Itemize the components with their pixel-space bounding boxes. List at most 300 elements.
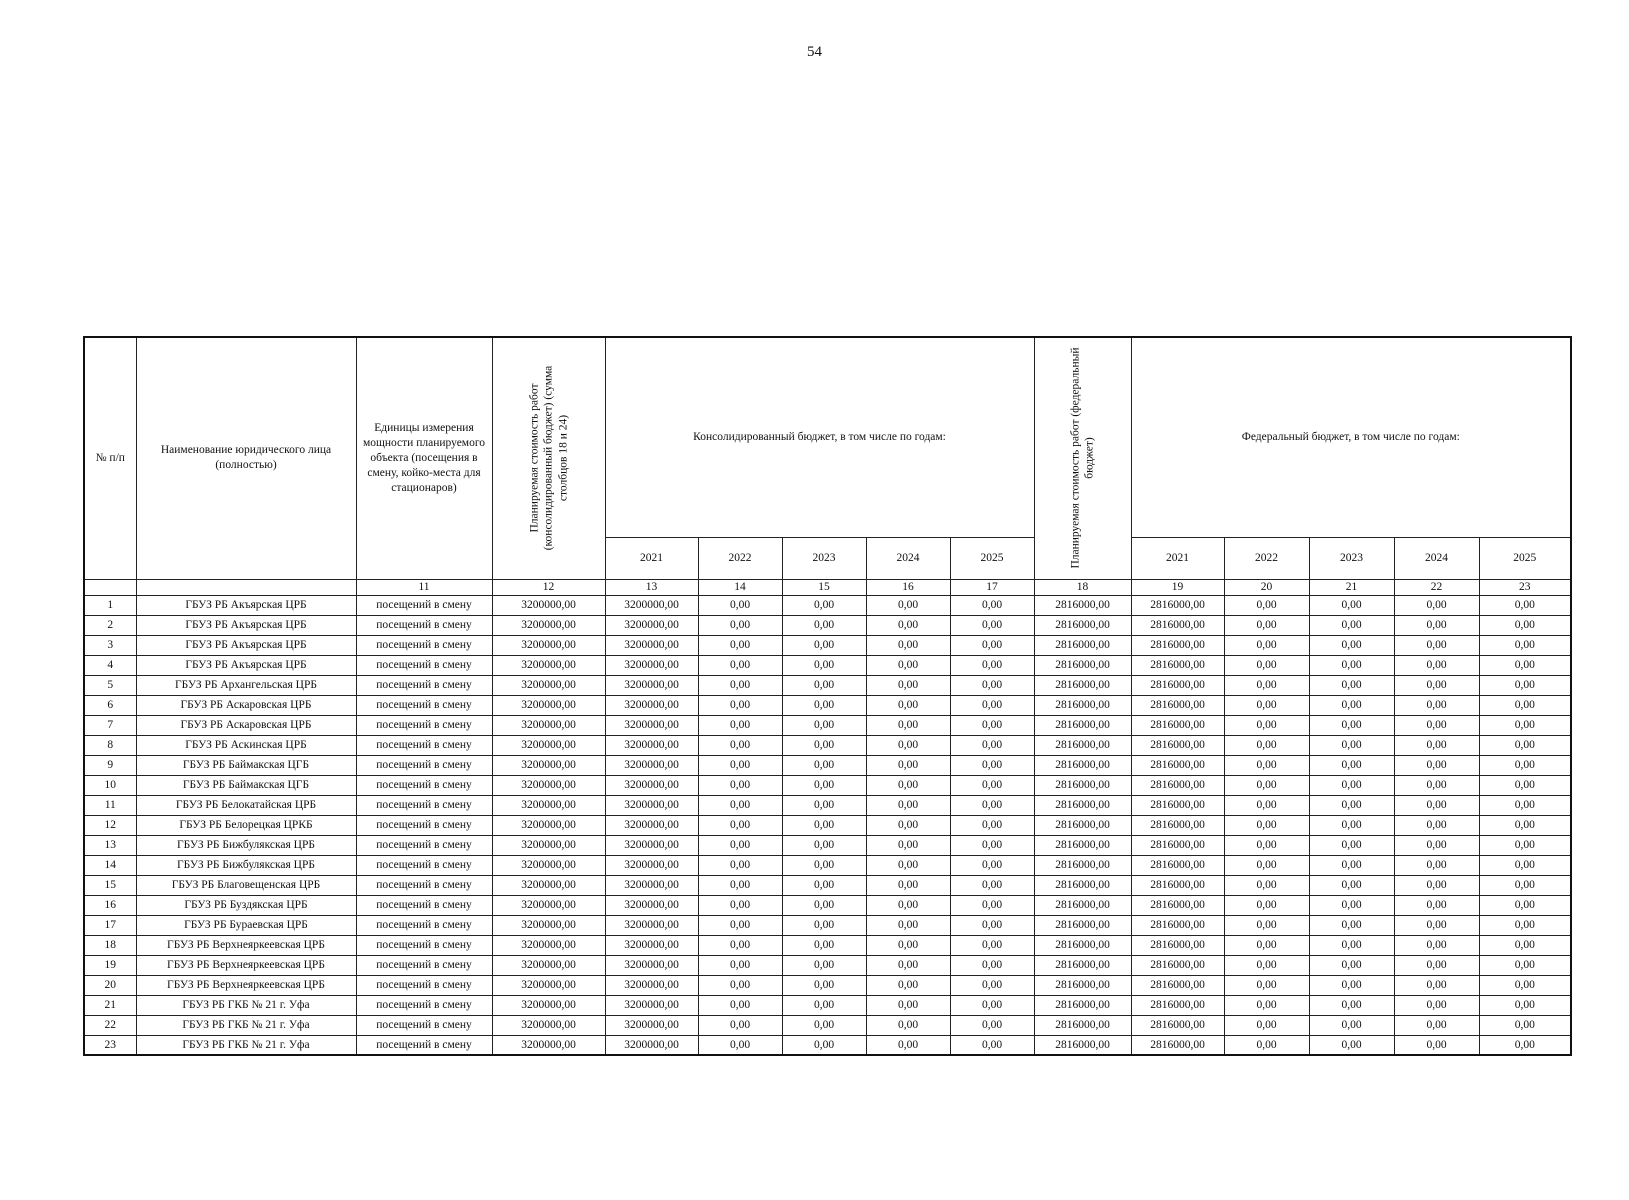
federal-2023-cell: 0,00 bbox=[1309, 655, 1394, 675]
cost-federal-cell: 2816000,00 bbox=[1034, 635, 1131, 655]
consolidated-2023-cell: 0,00 bbox=[782, 935, 866, 955]
federal-2023-cell: 0,00 bbox=[1309, 815, 1394, 835]
table-row bbox=[84, 935, 1571, 955]
federal-2022-cell: 0,00 bbox=[1224, 815, 1309, 835]
consolidated-2024-cell: 0,00 bbox=[866, 595, 950, 615]
federal-2025-cell: 0,00 bbox=[1479, 615, 1571, 635]
year-consolidated: 2022 bbox=[698, 537, 782, 579]
entity-name-cell: ГБУЗ РБ Аскинская ЦРБ bbox=[136, 735, 356, 755]
entity-name-cell: ГБУЗ РБ ГКБ № 21 г. Уфа bbox=[136, 1035, 356, 1055]
cost-federal-cell: 2816000,00 bbox=[1034, 875, 1131, 895]
federal-2021-cell: 2816000,00 bbox=[1131, 735, 1224, 755]
federal-2023-cell: 0,00 bbox=[1309, 715, 1394, 735]
federal-2023-cell: 0,00 bbox=[1309, 1035, 1394, 1055]
consolidated-2025-cell: 0,00 bbox=[950, 935, 1034, 955]
consolidated-2025-cell: 0,00 bbox=[950, 835, 1034, 855]
table-row bbox=[84, 695, 1571, 715]
consolidated-2025-cell: 0,00 bbox=[950, 635, 1034, 655]
entity-name-cell: ГБУЗ РБ Архангельская ЦРБ bbox=[136, 675, 356, 695]
capacity-unit-cell: посещений в смену bbox=[356, 675, 492, 695]
consolidated-2022-cell: 0,00 bbox=[698, 915, 782, 935]
year-consolidated: 2023 bbox=[782, 537, 866, 579]
federal-2021-cell: 2816000,00 bbox=[1131, 795, 1224, 815]
consolidated-2022-cell: 0,00 bbox=[698, 815, 782, 835]
cost-federal-cell: 2816000,00 bbox=[1034, 975, 1131, 995]
table-row bbox=[84, 775, 1571, 795]
column-number: 18 bbox=[1034, 579, 1131, 595]
column-number bbox=[136, 579, 356, 595]
consolidated-2024-cell: 0,00 bbox=[866, 935, 950, 955]
cost-federal-cell: 2816000,00 bbox=[1034, 775, 1131, 795]
federal-2022-cell: 0,00 bbox=[1224, 955, 1309, 975]
consolidated-2022-cell: 0,00 bbox=[698, 695, 782, 715]
cost-consolidated-cell: 3200000,00 bbox=[492, 835, 605, 855]
federal-2024-cell: 0,00 bbox=[1394, 995, 1479, 1015]
consolidated-2021-cell: 3200000,00 bbox=[605, 635, 698, 655]
row-number-cell: 11 bbox=[84, 795, 136, 815]
year-federal: 2022 bbox=[1224, 537, 1309, 579]
entity-name-cell: ГБУЗ РБ Белорецкая ЦРКБ bbox=[136, 815, 356, 835]
cost-consolidated-cell: 3200000,00 bbox=[492, 775, 605, 795]
consolidated-2022-cell: 0,00 bbox=[698, 975, 782, 995]
consolidated-2024-cell: 0,00 bbox=[866, 915, 950, 935]
consolidated-2025-cell: 0,00 bbox=[950, 775, 1034, 795]
consolidated-2025-cell: 0,00 bbox=[950, 915, 1034, 935]
federal-2023-cell: 0,00 bbox=[1309, 695, 1394, 715]
table-row bbox=[84, 655, 1571, 675]
cost-consolidated-cell: 3200000,00 bbox=[492, 675, 605, 695]
consolidated-2021-cell: 3200000,00 bbox=[605, 955, 698, 975]
entity-name-cell: ГБУЗ РБ ГКБ № 21 г. Уфа bbox=[136, 995, 356, 1015]
federal-2022-cell: 0,00 bbox=[1224, 935, 1309, 955]
federal-2025-cell: 0,00 bbox=[1479, 695, 1571, 715]
federal-2021-cell: 2816000,00 bbox=[1131, 595, 1224, 615]
federal-2025-cell: 0,00 bbox=[1479, 875, 1571, 895]
cost-consolidated-cell: 3200000,00 bbox=[492, 915, 605, 935]
federal-2021-cell: 2816000,00 bbox=[1131, 1035, 1224, 1055]
federal-2022-cell: 0,00 bbox=[1224, 755, 1309, 775]
federal-2022-cell: 0,00 bbox=[1224, 595, 1309, 615]
federal-2024-cell: 0,00 bbox=[1394, 775, 1479, 795]
capacity-unit-cell: посещений в смену bbox=[356, 935, 492, 955]
federal-2021-cell: 2816000,00 bbox=[1131, 875, 1224, 895]
federal-2023-cell: 0,00 bbox=[1309, 615, 1394, 635]
federal-2021-cell: 2816000,00 bbox=[1131, 635, 1224, 655]
table-row bbox=[84, 595, 1571, 615]
table-row bbox=[84, 795, 1571, 815]
consolidated-2023-cell: 0,00 bbox=[782, 675, 866, 695]
cost-federal-cell: 2816000,00 bbox=[1034, 595, 1131, 615]
row-number-cell: 17 bbox=[84, 915, 136, 935]
capacity-unit-cell: посещений в смену bbox=[356, 815, 492, 835]
table-row bbox=[84, 1015, 1571, 1035]
consolidated-2023-cell: 0,00 bbox=[782, 875, 866, 895]
page-number: 54 bbox=[807, 44, 822, 60]
consolidated-2021-cell: 3200000,00 bbox=[605, 975, 698, 995]
federal-2021-cell: 2816000,00 bbox=[1131, 655, 1224, 675]
federal-2023-cell: 0,00 bbox=[1309, 775, 1394, 795]
federal-2023-cell: 0,00 bbox=[1309, 635, 1394, 655]
federal-2025-cell: 0,00 bbox=[1479, 675, 1571, 695]
federal-2024-cell: 0,00 bbox=[1394, 1015, 1479, 1035]
consolidated-2023-cell: 0,00 bbox=[782, 795, 866, 815]
capacity-unit-cell: посещений в смену bbox=[356, 735, 492, 755]
consolidated-2021-cell: 3200000,00 bbox=[605, 795, 698, 815]
federal-2022-cell: 0,00 bbox=[1224, 655, 1309, 675]
column-number: 21 bbox=[1309, 579, 1394, 595]
consolidated-2025-cell: 0,00 bbox=[950, 975, 1034, 995]
table-row bbox=[84, 715, 1571, 735]
federal-2025-cell: 0,00 bbox=[1479, 935, 1571, 955]
federal-2021-cell: 2816000,00 bbox=[1131, 675, 1224, 695]
consolidated-2021-cell: 3200000,00 bbox=[605, 1035, 698, 1055]
cost-consolidated-cell: 3200000,00 bbox=[492, 1015, 605, 1035]
consolidated-2023-cell: 0,00 bbox=[782, 815, 866, 835]
consolidated-2024-cell: 0,00 bbox=[866, 655, 950, 675]
consolidated-2023-cell: 0,00 bbox=[782, 1035, 866, 1055]
year-consolidated: 2024 bbox=[866, 537, 950, 579]
consolidated-2025-cell: 0,00 bbox=[950, 655, 1034, 675]
consolidated-2021-cell: 3200000,00 bbox=[605, 815, 698, 835]
consolidated-2025-cell: 0,00 bbox=[950, 615, 1034, 635]
entity-name-cell: ГБУЗ РБ Белокатайская ЦРБ bbox=[136, 795, 356, 815]
entity-name-cell: ГБУЗ РБ Баймакская ЦГБ bbox=[136, 755, 356, 775]
consolidated-2024-cell: 0,00 bbox=[866, 775, 950, 795]
consolidated-2022-cell: 0,00 bbox=[698, 595, 782, 615]
entity-name-cell: ГБУЗ РБ Бижбулякская ЦРБ bbox=[136, 855, 356, 875]
cost-federal-cell: 2816000,00 bbox=[1034, 1035, 1131, 1055]
cost-federal-cell: 2816000,00 bbox=[1034, 815, 1131, 835]
consolidated-2024-cell: 0,00 bbox=[866, 675, 950, 695]
federal-2023-cell: 0,00 bbox=[1309, 755, 1394, 775]
budget-table bbox=[83, 336, 1572, 1056]
cost-federal-cell: 2816000,00 bbox=[1034, 675, 1131, 695]
federal-2025-cell: 0,00 bbox=[1479, 855, 1571, 875]
capacity-unit-cell: посещений в смену bbox=[356, 695, 492, 715]
consolidated-2024-cell: 0,00 bbox=[866, 995, 950, 1015]
consolidated-2021-cell: 3200000,00 bbox=[605, 855, 698, 875]
consolidated-2021-cell: 3200000,00 bbox=[605, 895, 698, 915]
cost-consolidated-cell: 3200000,00 bbox=[492, 815, 605, 835]
header-units: Единицы измерения мощности планируемого объекта (посещения в смену, койко-места для стационаров) bbox=[356, 337, 492, 579]
row-number-cell: 4 bbox=[84, 655, 136, 675]
table-row bbox=[84, 735, 1571, 755]
table-row bbox=[84, 635, 1571, 655]
federal-2023-cell: 0,00 bbox=[1309, 1015, 1394, 1035]
cost-consolidated-cell: 3200000,00 bbox=[492, 695, 605, 715]
entity-name-cell: ГБУЗ РБ Благовещенская ЦРБ bbox=[136, 875, 356, 895]
consolidated-2024-cell: 0,00 bbox=[866, 1015, 950, 1035]
consolidated-2023-cell: 0,00 bbox=[782, 635, 866, 655]
consolidated-2023-cell: 0,00 bbox=[782, 655, 866, 675]
consolidated-2021-cell: 3200000,00 bbox=[605, 835, 698, 855]
row-number-cell: 12 bbox=[84, 815, 136, 835]
federal-2025-cell: 0,00 bbox=[1479, 655, 1571, 675]
cost-consolidated-cell: 3200000,00 bbox=[492, 755, 605, 775]
federal-2024-cell: 0,00 bbox=[1394, 935, 1479, 955]
cost-federal-cell: 2816000,00 bbox=[1034, 755, 1131, 775]
capacity-unit-cell: посещений в смену bbox=[356, 895, 492, 915]
consolidated-2024-cell: 0,00 bbox=[866, 755, 950, 775]
consolidated-2022-cell: 0,00 bbox=[698, 835, 782, 855]
federal-2025-cell: 0,00 bbox=[1479, 595, 1571, 615]
table-row bbox=[84, 675, 1571, 695]
consolidated-2024-cell: 0,00 bbox=[866, 1035, 950, 1055]
federal-2022-cell: 0,00 bbox=[1224, 1035, 1309, 1055]
federal-2024-cell: 0,00 bbox=[1394, 795, 1479, 815]
federal-2022-cell: 0,00 bbox=[1224, 1015, 1309, 1035]
federal-2025-cell: 0,00 bbox=[1479, 995, 1571, 1015]
federal-2021-cell: 2816000,00 bbox=[1131, 995, 1224, 1015]
consolidated-2021-cell: 3200000,00 bbox=[605, 875, 698, 895]
header-federal-group: Федеральный бюджет, в том числе по годам: bbox=[1131, 337, 1571, 537]
federal-2025-cell: 0,00 bbox=[1479, 795, 1571, 815]
year-consolidated: 2021 bbox=[605, 537, 698, 579]
cost-consolidated-cell: 3200000,00 bbox=[492, 715, 605, 735]
header-name: Наименование юридического лица (полностью) bbox=[136, 337, 356, 579]
row-number-cell: 20 bbox=[84, 975, 136, 995]
federal-2022-cell: 0,00 bbox=[1224, 835, 1309, 855]
consolidated-2024-cell: 0,00 bbox=[866, 895, 950, 915]
cost-federal-cell: 2816000,00 bbox=[1034, 795, 1131, 815]
consolidated-2023-cell: 0,00 bbox=[782, 975, 866, 995]
federal-2025-cell: 0,00 bbox=[1479, 775, 1571, 795]
federal-2023-cell: 0,00 bbox=[1309, 995, 1394, 1015]
table-row bbox=[84, 1035, 1571, 1055]
capacity-unit-cell: посещений в смену bbox=[356, 835, 492, 855]
consolidated-2022-cell: 0,00 bbox=[698, 855, 782, 875]
federal-2022-cell: 0,00 bbox=[1224, 875, 1309, 895]
consolidated-2024-cell: 0,00 bbox=[866, 835, 950, 855]
capacity-unit-cell: посещений в смену bbox=[356, 715, 492, 735]
federal-2024-cell: 0,00 bbox=[1394, 955, 1479, 975]
row-number-cell: 19 bbox=[84, 955, 136, 975]
consolidated-2024-cell: 0,00 bbox=[866, 795, 950, 815]
cost-consolidated-cell: 3200000,00 bbox=[492, 875, 605, 895]
cost-consolidated-cell: 3200000,00 bbox=[492, 615, 605, 635]
cost-consolidated-cell: 3200000,00 bbox=[492, 855, 605, 875]
consolidated-2024-cell: 0,00 bbox=[866, 855, 950, 875]
federal-2021-cell: 2816000,00 bbox=[1131, 1015, 1224, 1035]
column-number: 15 bbox=[782, 579, 866, 595]
capacity-unit-cell: посещений в смену bbox=[356, 755, 492, 775]
consolidated-2021-cell: 3200000,00 bbox=[605, 655, 698, 675]
header-cost-consolidated-cell bbox=[492, 337, 605, 579]
consolidated-2023-cell: 0,00 bbox=[782, 915, 866, 935]
table-row bbox=[84, 895, 1571, 915]
federal-2023-cell: 0,00 bbox=[1309, 735, 1394, 755]
federal-2021-cell: 2816000,00 bbox=[1131, 755, 1224, 775]
consolidated-2024-cell: 0,00 bbox=[866, 955, 950, 975]
table-row bbox=[84, 615, 1571, 635]
cost-consolidated-cell: 3200000,00 bbox=[492, 975, 605, 995]
capacity-unit-cell: посещений в смену bbox=[356, 975, 492, 995]
federal-2021-cell: 2816000,00 bbox=[1131, 935, 1224, 955]
consolidated-2025-cell: 0,00 bbox=[950, 895, 1034, 915]
federal-2022-cell: 0,00 bbox=[1224, 615, 1309, 635]
capacity-unit-cell: посещений в смену bbox=[356, 595, 492, 615]
consolidated-2023-cell: 0,00 bbox=[782, 995, 866, 1015]
federal-2021-cell: 2816000,00 bbox=[1131, 975, 1224, 995]
consolidated-2022-cell: 0,00 bbox=[698, 735, 782, 755]
consolidated-2021-cell: 3200000,00 bbox=[605, 615, 698, 635]
capacity-unit-cell: посещений в смену bbox=[356, 795, 492, 815]
consolidated-2025-cell: 0,00 bbox=[950, 795, 1034, 815]
consolidated-2023-cell: 0,00 bbox=[782, 595, 866, 615]
consolidated-2024-cell: 0,00 bbox=[866, 735, 950, 755]
consolidated-2023-cell: 0,00 bbox=[782, 755, 866, 775]
federal-2022-cell: 0,00 bbox=[1224, 635, 1309, 655]
consolidated-2022-cell: 0,00 bbox=[698, 1035, 782, 1055]
capacity-unit-cell: посещений в смену bbox=[356, 855, 492, 875]
cost-federal-cell: 2816000,00 bbox=[1034, 915, 1131, 935]
consolidated-2023-cell: 0,00 bbox=[782, 895, 866, 915]
capacity-unit-cell: посещений в смену bbox=[356, 1035, 492, 1055]
table-row bbox=[84, 755, 1571, 775]
federal-2025-cell: 0,00 bbox=[1479, 955, 1571, 975]
row-number-cell: 13 bbox=[84, 835, 136, 855]
row-number-cell: 7 bbox=[84, 715, 136, 735]
consolidated-2021-cell: 3200000,00 bbox=[605, 995, 698, 1015]
capacity-unit-cell: посещений в смену bbox=[356, 915, 492, 935]
entity-name-cell: ГБУЗ РБ Верхнеяркеевская ЦРБ bbox=[136, 955, 356, 975]
table-row bbox=[84, 815, 1571, 835]
row-number-cell: 3 bbox=[84, 635, 136, 655]
consolidated-2022-cell: 0,00 bbox=[698, 795, 782, 815]
row-number-cell: 10 bbox=[84, 775, 136, 795]
cost-consolidated-cell: 3200000,00 bbox=[492, 895, 605, 915]
cost-federal-cell: 2816000,00 bbox=[1034, 955, 1131, 975]
table-body bbox=[84, 595, 1571, 1055]
consolidated-2024-cell: 0,00 bbox=[866, 695, 950, 715]
federal-2025-cell: 0,00 bbox=[1479, 975, 1571, 995]
cost-consolidated-cell: 3200000,00 bbox=[492, 795, 605, 815]
federal-2025-cell: 0,00 bbox=[1479, 815, 1571, 835]
federal-2022-cell: 0,00 bbox=[1224, 795, 1309, 815]
cost-federal-cell: 2816000,00 bbox=[1034, 835, 1131, 855]
federal-2025-cell: 0,00 bbox=[1479, 735, 1571, 755]
federal-2024-cell: 0,00 bbox=[1394, 715, 1479, 735]
consolidated-2022-cell: 0,00 bbox=[698, 715, 782, 735]
federal-2025-cell: 0,00 bbox=[1479, 1015, 1571, 1035]
consolidated-2024-cell: 0,00 bbox=[866, 875, 950, 895]
consolidated-2021-cell: 3200000,00 bbox=[605, 735, 698, 755]
table-row bbox=[84, 875, 1571, 895]
cost-federal-cell: 2816000,00 bbox=[1034, 695, 1131, 715]
entity-name-cell: ГБУЗ РБ Акъярская ЦРБ bbox=[136, 655, 356, 675]
cost-federal-cell: 2816000,00 bbox=[1034, 655, 1131, 675]
federal-2024-cell: 0,00 bbox=[1394, 835, 1479, 855]
row-number-cell: 6 bbox=[84, 695, 136, 715]
cost-consolidated-cell: 3200000,00 bbox=[492, 955, 605, 975]
cost-federal-cell: 2816000,00 bbox=[1034, 1015, 1131, 1035]
cost-federal-cell: 2816000,00 bbox=[1034, 995, 1131, 1015]
federal-2024-cell: 0,00 bbox=[1394, 875, 1479, 895]
consolidated-2025-cell: 0,00 bbox=[950, 735, 1034, 755]
entity-name-cell: ГБУЗ РБ Верхнеяркеевская ЦРБ bbox=[136, 975, 356, 995]
federal-2023-cell: 0,00 bbox=[1309, 955, 1394, 975]
column-number bbox=[84, 579, 136, 595]
consolidated-2024-cell: 0,00 bbox=[866, 715, 950, 735]
entity-name-cell: ГБУЗ РБ ГКБ № 21 г. Уфа bbox=[136, 1015, 356, 1035]
federal-2021-cell: 2816000,00 bbox=[1131, 715, 1224, 735]
consolidated-2022-cell: 0,00 bbox=[698, 635, 782, 655]
federal-2021-cell: 2816000,00 bbox=[1131, 855, 1224, 875]
row-number-cell: 18 bbox=[84, 935, 136, 955]
consolidated-2025-cell: 0,00 bbox=[950, 715, 1034, 735]
row-number-cell: 9 bbox=[84, 755, 136, 775]
federal-2021-cell: 2816000,00 bbox=[1131, 915, 1224, 935]
consolidated-2022-cell: 0,00 bbox=[698, 675, 782, 695]
consolidated-2022-cell: 0,00 bbox=[698, 935, 782, 955]
federal-2025-cell: 0,00 bbox=[1479, 895, 1571, 915]
cost-federal-cell: 2816000,00 bbox=[1034, 935, 1131, 955]
consolidated-2021-cell: 3200000,00 bbox=[605, 935, 698, 955]
consolidated-2023-cell: 0,00 bbox=[782, 835, 866, 855]
federal-2024-cell: 0,00 bbox=[1394, 1035, 1479, 1055]
federal-2022-cell: 0,00 bbox=[1224, 975, 1309, 995]
federal-2022-cell: 0,00 bbox=[1224, 915, 1309, 935]
federal-2024-cell: 0,00 bbox=[1394, 855, 1479, 875]
row-number-cell: 1 bbox=[84, 595, 136, 615]
consolidated-2021-cell: 3200000,00 bbox=[605, 715, 698, 735]
consolidated-2022-cell: 0,00 bbox=[698, 875, 782, 895]
capacity-unit-cell: посещений в смену bbox=[356, 775, 492, 795]
consolidated-2021-cell: 3200000,00 bbox=[605, 595, 698, 615]
column-number: 22 bbox=[1394, 579, 1479, 595]
federal-2024-cell: 0,00 bbox=[1394, 815, 1479, 835]
column-number: 16 bbox=[866, 579, 950, 595]
federal-2023-cell: 0,00 bbox=[1309, 915, 1394, 935]
federal-2022-cell: 0,00 bbox=[1224, 995, 1309, 1015]
header-cost-consolidated: Планируемая стоимость работ (консолидированный бюджет) (сумма столбцов 18 и 24) bbox=[527, 365, 569, 551]
federal-2021-cell: 2816000,00 bbox=[1131, 955, 1224, 975]
entity-name-cell: ГБУЗ РБ Бижбулякская ЦРБ bbox=[136, 835, 356, 855]
consolidated-2022-cell: 0,00 bbox=[698, 655, 782, 675]
year-federal: 2021 bbox=[1131, 537, 1224, 579]
consolidated-2021-cell: 3200000,00 bbox=[605, 1015, 698, 1035]
consolidated-2025-cell: 0,00 bbox=[950, 675, 1034, 695]
federal-2021-cell: 2816000,00 bbox=[1131, 895, 1224, 915]
year-federal: 2023 bbox=[1309, 537, 1394, 579]
consolidated-2024-cell: 0,00 bbox=[866, 615, 950, 635]
entity-name-cell: ГБУЗ РБ Акъярская ЦРБ bbox=[136, 595, 356, 615]
capacity-unit-cell: посещений в смену bbox=[356, 955, 492, 975]
header-consolidated-group: Консолидированный бюджет, в том числе по годам: bbox=[605, 337, 1034, 537]
federal-2023-cell: 0,00 bbox=[1309, 595, 1394, 615]
consolidated-2023-cell: 0,00 bbox=[782, 715, 866, 735]
consolidated-2025-cell: 0,00 bbox=[950, 1015, 1034, 1035]
federal-2024-cell: 0,00 bbox=[1394, 675, 1479, 695]
consolidated-2025-cell: 0,00 bbox=[950, 855, 1034, 875]
capacity-unit-cell: посещений в смену bbox=[356, 1015, 492, 1035]
federal-2024-cell: 0,00 bbox=[1394, 635, 1479, 655]
federal-2022-cell: 0,00 bbox=[1224, 715, 1309, 735]
federal-2022-cell: 0,00 bbox=[1224, 855, 1309, 875]
consolidated-2021-cell: 3200000,00 bbox=[605, 915, 698, 935]
cost-consolidated-cell: 3200000,00 bbox=[492, 635, 605, 655]
column-number: 14 bbox=[698, 579, 782, 595]
capacity-unit-cell: посещений в смену bbox=[356, 875, 492, 895]
column-number: 11 bbox=[356, 579, 492, 595]
entity-name-cell: ГБУЗ РБ Баймакская ЦГБ bbox=[136, 775, 356, 795]
row-number-cell: 16 bbox=[84, 895, 136, 915]
federal-2024-cell: 0,00 bbox=[1394, 975, 1479, 995]
federal-2022-cell: 0,00 bbox=[1224, 695, 1309, 715]
table-row bbox=[84, 975, 1571, 995]
table-row bbox=[84, 835, 1571, 855]
row-number-cell: 5 bbox=[84, 675, 136, 695]
